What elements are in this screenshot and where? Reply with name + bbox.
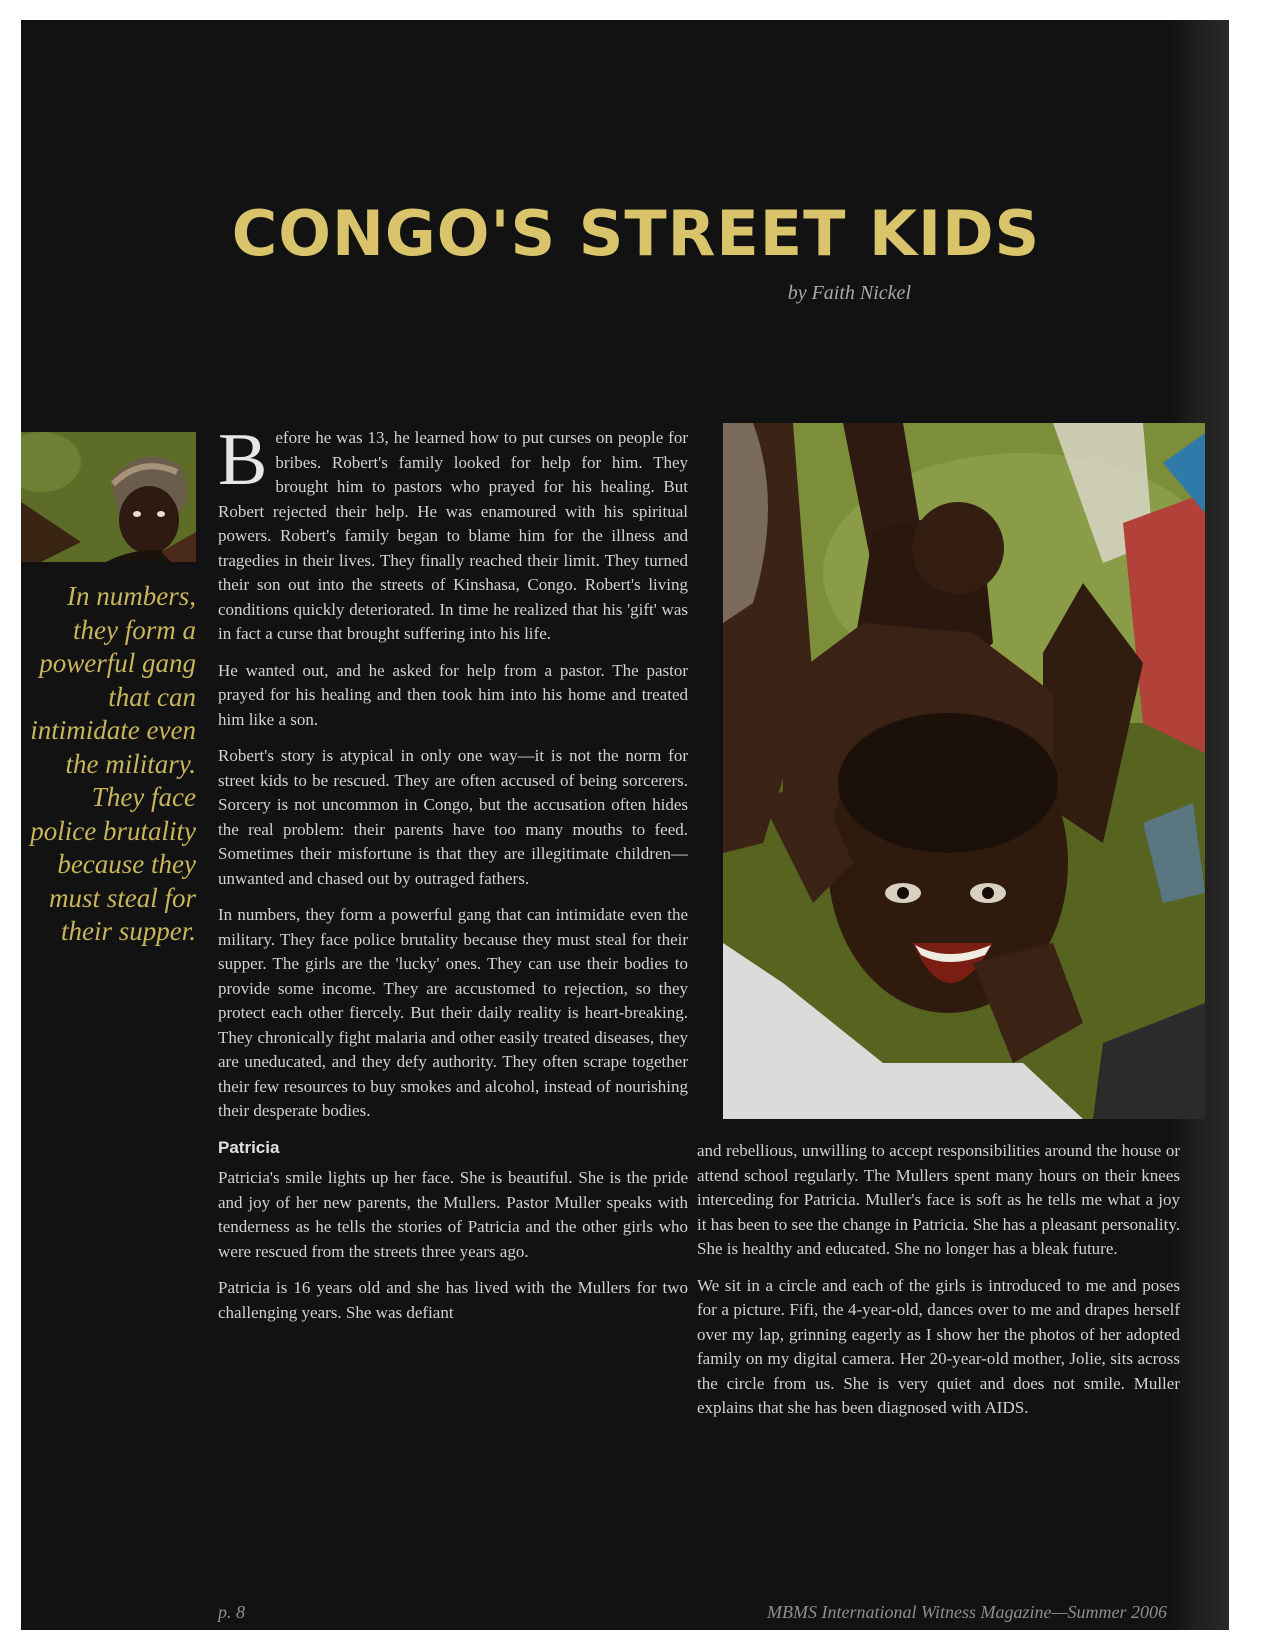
article-column-1 <box>218 419 688 1337</box>
article-paragraph: We sit in a circle and each of the girls is introduced to me and poses for a picture. Fifi, the 4-year-old, dances over to me and drapes herself over my lap, grinning eagerly as I show her the photos of her adopted family on my digital camera. Her 20-year-old mother, Jolie, sits across the circle from us. She is very quiet and does not smile. Muller explains that she has been diagnosed with AIDS. <box>697 1275 1180 1417</box>
photo-boy-illustration <box>723 423 1205 1119</box>
pull-quote: In numbers, they form a powerful gang that can intimidate even the military. They face police brutality because they must steal for their supper. <box>30 581 196 946</box>
page-number: p. 8 <box>218 1602 245 1622</box>
article-title: CONGO'S STREET KIDS <box>231 197 1041 270</box>
article-paragraph: In numbers, they form a powerful gang that can intimidate even the military. They face police brutality because they must steal for their supper. The girls are the 'lucky' ones. They can use their bodies to provide some income. They are accustomed to rejection, so they protect each other fiercely. But their daily reality is heart-breaking. They chronically fight malaria and other easily treated diseases, they are uneducated, and they defy authority. They often scrape together their few resources to buy smokes and alcohol, instead of nourishing their desperate bodies. <box>218 905 688 1120</box>
photo-girl-illustration <box>21 432 196 562</box>
photo-cheering-boy <box>723 423 1205 1119</box>
section-subhead: Patricia <box>218 1137 280 1157</box>
publication-footer: MBMS International Witness Magazine—Summer 2006 <box>767 1602 1167 1622</box>
article-paragraph: and rebellious, unwilling to accept responsibilities around the house or attend school regularly. The Mullers spent many hours on their knees interceding for Patricia. Muller's face is soft as he tells me what a joy it has been to see the change in Patricia. She has a pleasant personality. She is healthy and educated. She no longer has a bleak future. <box>697 1141 1180 1258</box>
magazine-page <box>21 20 1229 1630</box>
article-paragraph-1-text: efore he was 13, he learned how to put curses on people for bribes. Robert's family looked for help for him. They brought him to pastors who prayed for his healing. But Robert rejected their help. He was enamoured with his spiritual powers. Robert's family began to blame him for the illness and tragedies in their lives. They finally reached their limit. They turned their son out into the streets of Kinshasa, Congo. Robert's living conditions quickly deteriorated. In time he realized that his 'gift' was in fact a curse that brought suffering into his life. <box>218 428 688 643</box>
article-paragraph: Patricia is 16 years old and she has lived with the Mullers for two challenging years. She was defiant <box>218 1278 688 1322</box>
photo-girl-headscarf <box>21 432 196 562</box>
article-paragraph: He wanted out, and he asked for help from a pastor. The pastor prayed for his healing and then took him into his home and treated him like a son. <box>218 660 688 729</box>
drop-cap: B <box>218 419 268 501</box>
article-paragraph-intro <box>218 419 688 647</box>
article-byline: by Faith Nickel <box>787 282 911 304</box>
article-column-2 <box>697 1139 1180 1433</box>
article-paragraph: Patricia's smile lights up her face. She is beautiful. She is the pride and joy of her new parents, the Mullers. Pastor Muller speaks with tenderness as he tells the stories of Patricia and the other girls who were rescued from the streets three years ago. <box>218 1168 688 1261</box>
article-paragraph: Robert's story is atypical in only one way—it is not the norm for street kids to be rescued. They are often accused of being sorcerers. Sorcery is not uncommon in Congo, but the accusation often hides the real problem: their parents have too many mouths to feed. Sometimes their misfortune is that they are illegitimate children—unwanted and chased out by outraged fathers. <box>218 746 688 888</box>
